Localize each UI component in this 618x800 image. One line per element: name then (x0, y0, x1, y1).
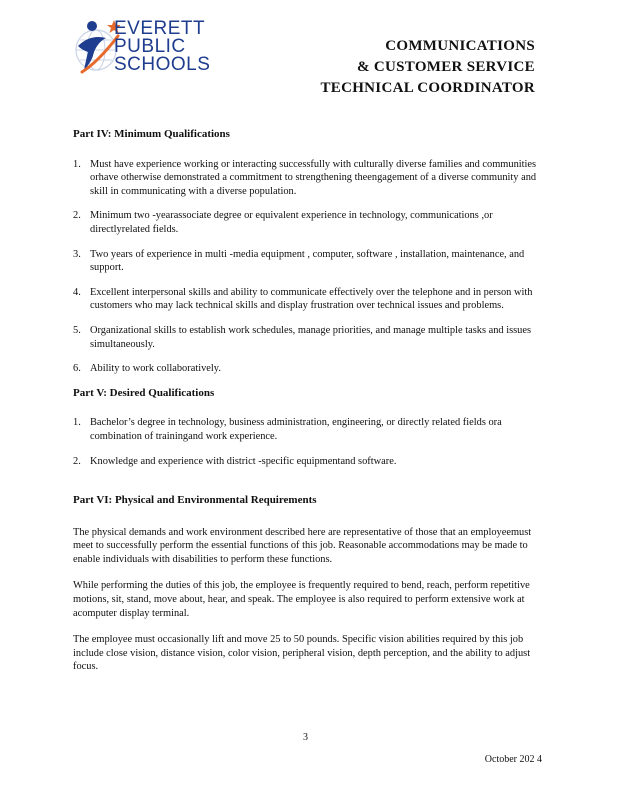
item-text: Ability to work collaboratively. (90, 363, 221, 375)
item-number: 4. (73, 286, 81, 298)
item-text: Bachelor’s degree in technology, business administration, engineering, or directly related fields ora combination of trainingand work experience. (90, 417, 502, 442)
part6-heading: Part VI: Physical and Environmental Requirements (73, 494, 317, 507)
minimum-qualifications-list (73, 158, 543, 376)
logo-line-2: PUBLIC (114, 36, 186, 57)
logo-line-1: EVERETT (114, 18, 206, 39)
globe-figure-icon (72, 16, 120, 78)
item-text: Minimum two -yearassociate degree or equivalent experience in technology, communications ,or directlyrelated fields. (90, 210, 493, 235)
item-text: Excellent interpersonal skills and ability to communicate effectively over the telephone and in person with customers who may lack technical skills and display frustration over technical issues and problems. (90, 286, 533, 312)
list-item (73, 209, 543, 236)
title-line-3: TECHNICAL COORDINATOR (320, 80, 535, 96)
list-item (73, 324, 543, 351)
paragraph: The physical demands and work environment described here are representative of those that an employeemust meet to successfully perform the essential functions of this job. Reasonable accommodations may be made to enable individuals with disabilities to perform these functions. (73, 526, 532, 565)
list-item (73, 455, 543, 469)
item-text: Organizational skills to establish work schedules, manage priorities, and manage multiple tasks and issues simultaneously. (90, 324, 532, 350)
document-title (320, 36, 535, 99)
item-number: 1. (73, 417, 81, 429)
item-number: 2. (73, 210, 81, 222)
title-line-1: COMMUNICATIONS (385, 38, 535, 54)
title-line-2: & CUSTOMER SERVICE (357, 59, 535, 75)
logo-wordmark (114, 20, 210, 74)
list-item (73, 362, 543, 376)
logo-line-3: SCHOOLS (114, 54, 211, 75)
part4-heading: Part IV: Minimum Qualifications (73, 128, 230, 140)
list-item (73, 416, 543, 443)
list-item (73, 158, 543, 199)
desired-qualifications-list (73, 416, 543, 468)
item-number: 3. (73, 248, 81, 260)
list-item (73, 248, 543, 275)
item-number: 1. (73, 158, 81, 170)
document-body (73, 128, 543, 687)
item-number: 2. (73, 455, 81, 467)
item-text: Must have experience working or interacting successfully with culturally diverse families and communities orhave otherwise demonstrated a commitment to strengthening theengagement of a diverse community and skill in communicating with a diverse population. (90, 158, 537, 197)
item-number: 6. (73, 363, 81, 375)
list-item (73, 286, 543, 313)
part5-heading: Part V: Desired Qualifications (73, 386, 215, 399)
paragraph: While performing the duties of this job, the employee is frequently required to bend, reach, perform repetitive motions, sit, stand, move about, hear, and speak. The employee is also required to perform extensive work at acomputer display terminal. (73, 580, 530, 619)
page-number: 3 (303, 732, 308, 743)
item-text: Two years of experience in multi -media equipment , computer, software , installation, maintenance, and support. (90, 248, 525, 274)
item-number: 5. (73, 324, 81, 336)
footer-date: October 202 4 (484, 754, 542, 765)
paragraph: The employee must occasionally lift and move 25 to 50 pounds. Specific vision abilities required by this job include close vision, distance vision, color vision, peripheral vision, depth perception, and the ability to adjust focus. (73, 634, 531, 673)
item-text: Knowledge and experience with district -specific equipmentand software. (90, 455, 397, 467)
